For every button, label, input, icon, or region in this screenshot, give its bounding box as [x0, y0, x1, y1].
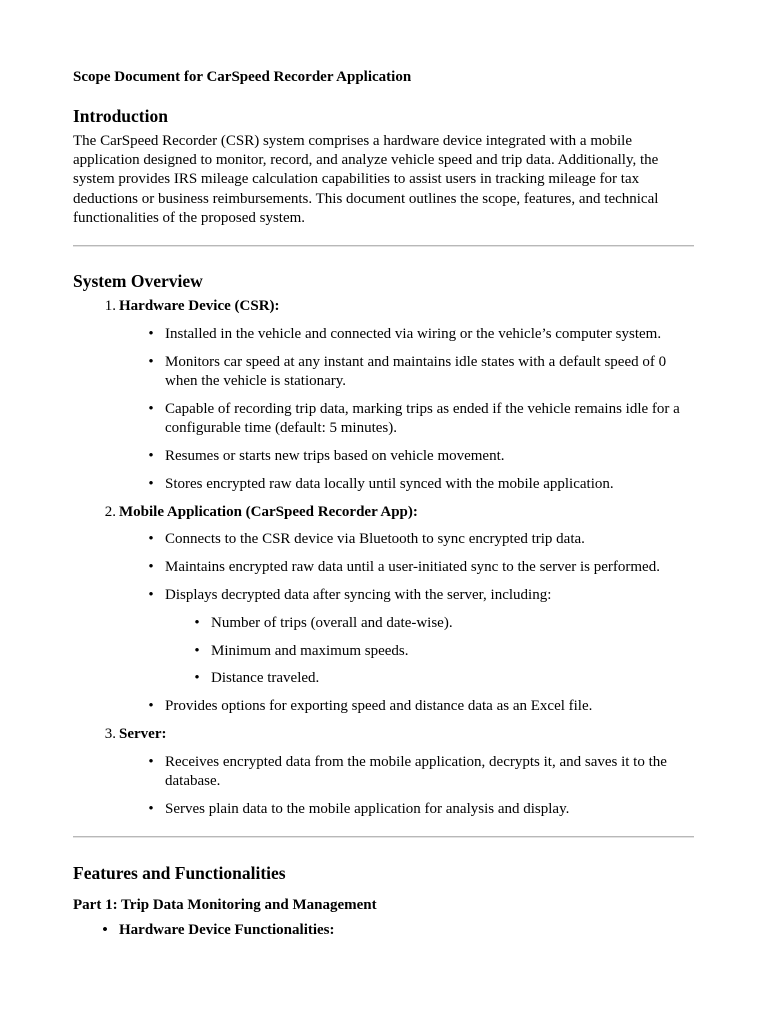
list-item-text: Resumes or starts new trips based on vehicle movement.	[165, 448, 505, 464]
list-number: 3.	[104, 726, 116, 742]
list-item-text: Minimum and maximum speeds.	[211, 643, 409, 659]
bullet-icon: •	[148, 448, 154, 464]
document-title: Scope Document for CarSpeed Recorder Application	[73, 69, 412, 85]
bullet-icon: •	[194, 643, 200, 659]
list-number: 2.	[104, 504, 116, 520]
list-item	[148, 400, 695, 438]
overview-item-title: Hardware Device (CSR):	[119, 298, 280, 314]
list-item	[148, 753, 695, 791]
list-item	[148, 558, 695, 577]
overview-item-server	[104, 725, 695, 744]
list-item-text: Number of trips (overall and date-wise).	[211, 615, 453, 631]
list-item	[148, 447, 695, 466]
list-item-text: Monitors car speed at any instant and maintains idle states with a default speed of 0 when the vehicle is stationary.	[165, 354, 667, 390]
list-item-text: Provides options for exporting speed and distance data as an Excel file.	[165, 698, 593, 714]
list-item-text: Serves plain data to the mobile application for analysis and display.	[165, 801, 570, 817]
list-item	[148, 325, 695, 344]
list-item-text: Installed in the vehicle and connected via wiring or the vehicle’s computer system.	[165, 326, 662, 342]
sub-list-item	[194, 669, 695, 688]
overview-item-hardware-device	[104, 297, 695, 316]
overview-item-title: Server:	[119, 726, 167, 742]
list-item-text: Maintains encrypted raw data until a user-initiated sync to the server is performed.	[165, 559, 660, 575]
list-item-text: Hardware Device Functionalities:	[119, 922, 335, 938]
bullet-icon: •	[148, 326, 154, 342]
section-divider	[73, 836, 694, 838]
bullet-icon: •	[148, 354, 154, 370]
list-item	[148, 530, 695, 549]
list-item	[148, 586, 695, 605]
system-overview-heading: System Overview	[73, 271, 203, 291]
list-number: 1.	[104, 298, 116, 314]
sub-list-item	[194, 642, 695, 661]
bullet-icon: •	[148, 698, 154, 714]
list-item-text: Displays decrypted data after syncing with the server, including:	[165, 587, 552, 603]
section-divider	[73, 245, 694, 247]
overview-item-title: Mobile Application (CarSpeed Recorder App):	[119, 504, 418, 520]
list-item-text: Receives encrypted data from the mobile application, decrypts it, and saves it to the database.	[165, 754, 667, 790]
list-item	[148, 697, 695, 716]
bullet-icon: •	[148, 587, 154, 603]
bullet-icon: •	[148, 476, 154, 492]
list-item	[148, 353, 695, 391]
list-item	[102, 921, 695, 940]
introduction-paragraph: The CarSpeed Recorder (CSR) system comprises a hardware device integrated with a mobile application designed to monitor, record, and analyze vehicle speed and trip data. Additionally, the system provides IRS mileage calculation capabilities to assist users in tracking mileage for tax deductions or business reimbursements. This document outlines the scope, features, and technical functionalities of the proposed system.	[73, 133, 659, 226]
list-item-text: Capable of recording trip data, marking trips as ended if the vehicle remains idle for a configurable time (default: 5 minutes).	[165, 401, 680, 437]
introduction-heading: Introduction	[73, 106, 168, 126]
bullet-icon: •	[148, 559, 154, 575]
list-item-text: Distance traveled.	[211, 670, 320, 686]
overview-item-mobile-application	[104, 503, 695, 522]
list-item-text: Stores encrypted raw data locally until synced with the mobile application.	[165, 476, 614, 492]
list-item	[148, 475, 695, 494]
bullet-icon: •	[148, 401, 154, 417]
list-item-text: Connects to the CSR device via Bluetooth to sync encrypted trip data.	[165, 531, 585, 547]
sub-list-item	[194, 614, 695, 633]
bullet-icon: •	[194, 670, 200, 686]
bullet-icon: •	[194, 615, 200, 631]
bullet-icon: •	[102, 922, 108, 938]
bullet-icon: •	[148, 754, 154, 770]
bullet-icon: •	[148, 801, 154, 817]
features-heading: Features and Functionalities	[73, 863, 286, 883]
list-item	[148, 800, 695, 819]
part1-title: Part 1: Trip Data Monitoring and Management	[73, 897, 377, 913]
bullet-icon: •	[148, 531, 154, 547]
